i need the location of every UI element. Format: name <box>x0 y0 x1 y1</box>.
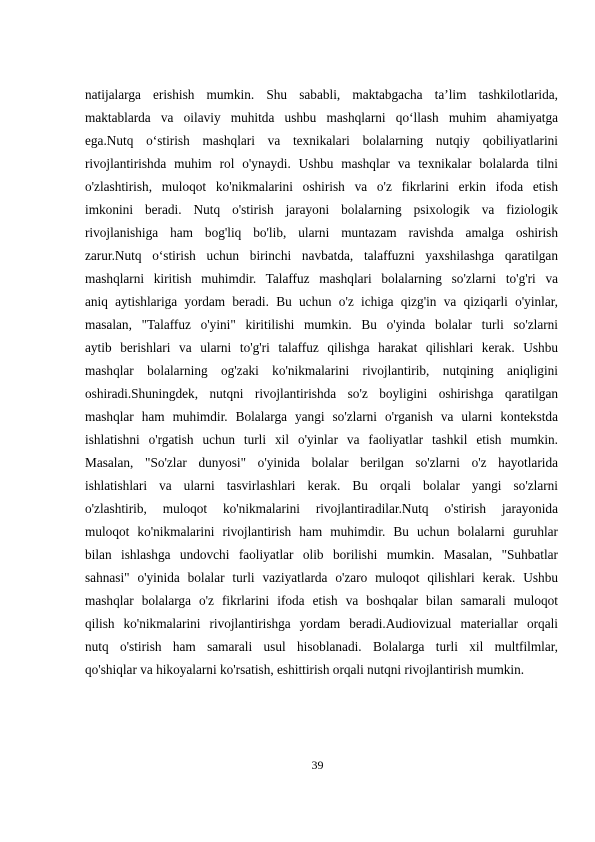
text-line: mashqlarni kiritish muhimdir. Talaffuz mashqlari bolalarning so'zlarni to'g'ri va <box>85 271 558 286</box>
text-line: mashqlar bolalarga o'z fikrlarini ifoda etish va boshqalar bilan samarali muloqot <box>85 593 558 608</box>
page-number: 39 <box>311 758 324 772</box>
text-line: mashqlar bolalarning og'zaki ko'nikmalarini rivojlantirib, nutqining aniqligini <box>85 363 558 378</box>
text-line: ishlatishni o'rgatish uchun turli xil o'yinlar va faoliyatlar tashkil etish mumkin. <box>85 432 558 447</box>
text-line: muloqot ko'nikmalarini rivojlantirish ham muhimdir. Bu uchun bolalarni guruhlar <box>85 524 558 539</box>
text-line: sahnasi" o'yinida bolalar turli vaziyatlarda o'zaro muloqot qilishlari kerak. Ushbu <box>85 570 558 585</box>
text-line: natijalarga erishish mumkin. Shu sababli, maktabgacha ta’lim tashkilotlarida, <box>85 87 558 102</box>
text-line: o'zlashtirish, muloqot ko'nikmalarini oshirish va o'z fikrlarini erkin ifoda etish <box>85 179 558 194</box>
text-line: qilish ko'nikmalarini rivojlantirishga yordam beradi.Audiovizual materiallar orqali <box>85 616 558 631</box>
text-line: zarur.Nutq o‘stirish uchun birinchi navbatda, talaffuzni yaxshilashga qaratilgan <box>85 248 558 263</box>
text-line: ishlatishlari va ularni tasvirlashlari kerak. Bu orqali bolalar yangi so'zlarni <box>85 478 558 493</box>
body-text <box>85 83 558 681</box>
text-line: aniq aytishlariga yordam beradi. Bu uchun o'z ichiga qizg'in va qiziqarli o'yinlar, <box>85 294 558 309</box>
text-line: oshiradi.Shuningdek, nutqni rivojlantirishda so'z boyligini oshirishga qaratilgan <box>85 386 558 401</box>
text-line: mashqlar ham muhimdir. Bolalarga yangi so'zlarni o'rganish va ularni kontekstda <box>85 409 558 424</box>
text-line: qo'shiqlar va hikoyalarni ko'rsatish, eshittirish orqali nutqni rivojlantirish mumkin. <box>85 662 525 677</box>
text-line: masalan, "Talaffuz o'yini" kiritilishi mumkin. Bu o'yinda bolalar turli so'zlarni <box>85 317 558 332</box>
text-line: bilan ishlashga undovchi faoliyatlar olib borilishi mumkin. Masalan, "Suhbatlar <box>85 547 558 562</box>
text-line: Masalan, "So'zlar dunyosi" o'yinida bolalar berilgan so'zlarni o'z hayotlarida <box>85 455 558 470</box>
text-line: aytib berishlari va ularni to'g'ri talaffuz qilishga harakat qilishlari kerak. Ushbu <box>85 340 558 355</box>
text-line: rivojlantirishda muhim rol o'ynaydi. Ushbu mashqlar va texnikalar bolalarda tilni <box>85 156 558 171</box>
text-line: rivojlanishiga ham bog'liq bo'lib, ularni muntazam ravishda amalga oshirish <box>85 225 558 240</box>
text-line: ega.Nutq o‘stirish mashqlari va texnikalari bolalarning nutqiy qobiliyatlarini <box>85 133 558 148</box>
text-line: imkonini beradi. Nutq o'stirish jarayoni bolalarning psixologik va fiziologik <box>85 202 558 217</box>
text-line: nutq o'stirish ham samarali usul hisoblanadi. Bolalarga turli xil multfilmlar, <box>85 639 558 654</box>
text-line: o'zlashtirib, muloqot ko'nikmalarini rivojlantiradilar.Nutq o'stirish jarayonida <box>85 501 558 516</box>
text-line: maktablarda va oilaviy muhitda ushbu mashqlarni qo‘llash muhim ahamiyatga <box>85 110 558 125</box>
